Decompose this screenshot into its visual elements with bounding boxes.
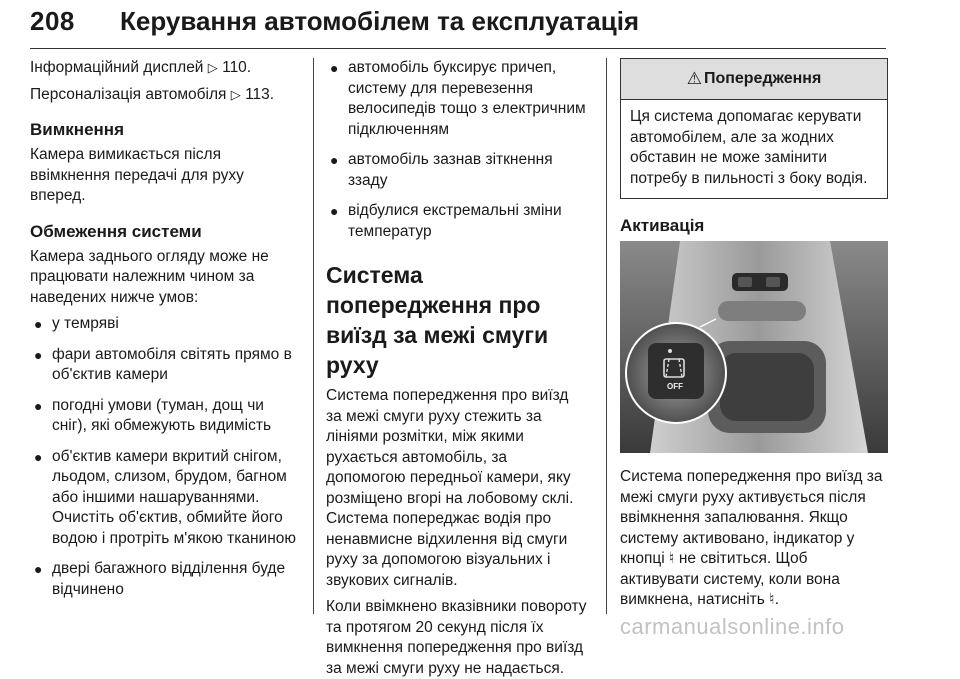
paragraph-activation: Система попередження про виїзд за межі смуги руху активується після ввімкнення запалювання. Якщо систему активовано, індикатор у кнопці ♮ не світиться. Щоб активувати систему, коли вона вимкнена, натисніть ♮. — [620, 468, 883, 608]
list-item: ● відбулися екстремальні зміни температур — [330, 202, 562, 240]
paragraph-ldw-description: Система попередження про виїзд за межі смуги руху стежить за лініями розмітки, між якими рухається автомобіль, за допомогою передньої камери, яку розміщено вгорі на лобовому склі. Система попереджає водія про ненавмисне відхилення від смуги руху за допомогою візуальних і звукових сигналів. — [326, 387, 574, 589]
list-item: ● автомобіль буксирує причеп, систему для перевезення велосипедів тощо з електричним підключенням — [330, 59, 586, 138]
limits-list-continued — [326, 58, 588, 242]
lane-departure-button-photo — [620, 241, 888, 453]
watermark: carmanualsonline.info — [620, 614, 845, 639]
list-item: ● фари автомобіля світять прямо в об'єктив камери — [34, 345, 292, 383]
heading-switch-off: Вимкнення — [30, 120, 124, 139]
xref-arrow-icon: ▷ — [230, 86, 241, 102]
list-item: ● автомобіль зазнав зіткнення ззаду — [330, 151, 553, 189]
chapter-title: Керування автомобілем та експлуатація — [120, 6, 640, 36]
column-divider-2 — [606, 58, 607, 614]
lane-departure-icon: ♮ — [769, 591, 775, 608]
warning-title: Попередження — [703, 70, 822, 87]
list-item: ● об'єктив камери вкритий снігом, льодом, слизом, брудом, багном або іншими нашаруваннями. Очистіть об'єктив, обмийте його водою і протріть м'якою тканиною — [34, 447, 297, 547]
paragraph-ldw-turn-signals: Коли ввімкнено вказівники повороту та протягом 20 секунд після їх вимкнення попередження про виїзд за межі смуги руху не надається. — [326, 598, 587, 677]
warning-text: Ця система допомагає керувати автомобілем, але за жодних обставин не може замінити потребу в пильності з боку водія. — [630, 108, 868, 187]
warning-header — [621, 59, 887, 100]
limits-list — [30, 314, 302, 600]
warning-triangle-icon: ⚠ — [686, 69, 702, 88]
xref-info-display[interactable]: Інформаційний дисплей ▷ 110. — [30, 59, 252, 76]
heading-lane-departure-warning: Система попередження про виїзд за межі смуги руху — [326, 262, 549, 378]
lane-departure-icon: ♮ — [669, 550, 675, 567]
heading-activation: Активація — [620, 216, 705, 235]
paragraph-switch-off: Камера вимикається після ввімкнення передачі для руху вперед. — [30, 146, 244, 204]
column-1 — [30, 58, 302, 610]
heading-system-limits: Обмеження системи — [30, 221, 202, 241]
button-indicator-led — [668, 349, 672, 353]
header-divider — [30, 48, 886, 49]
page-number: 208 — [30, 6, 75, 36]
warning-box — [620, 58, 888, 199]
column-divider-1 — [313, 58, 314, 614]
xref-personalization[interactable]: Персоналізація автомобіля ▷ 113. — [30, 85, 275, 103]
list-item: ● двері багажного відділення буде відчинено — [34, 560, 286, 598]
column-3 — [620, 58, 888, 611]
page-header — [30, 6, 890, 40]
off-label: OFF — [667, 382, 683, 391]
column-2 — [326, 58, 588, 679]
list-item: ● погодні умови (туман, дощ чи сніг), які обмежують видимість — [34, 396, 272, 434]
list-item: ● у темряві — [34, 315, 119, 332]
xref-arrow-icon: ▷ — [207, 60, 218, 75]
paragraph-system-limits: Камера заднього огляду може не працювати належним чином за наведених нижче умов: — [30, 247, 269, 306]
